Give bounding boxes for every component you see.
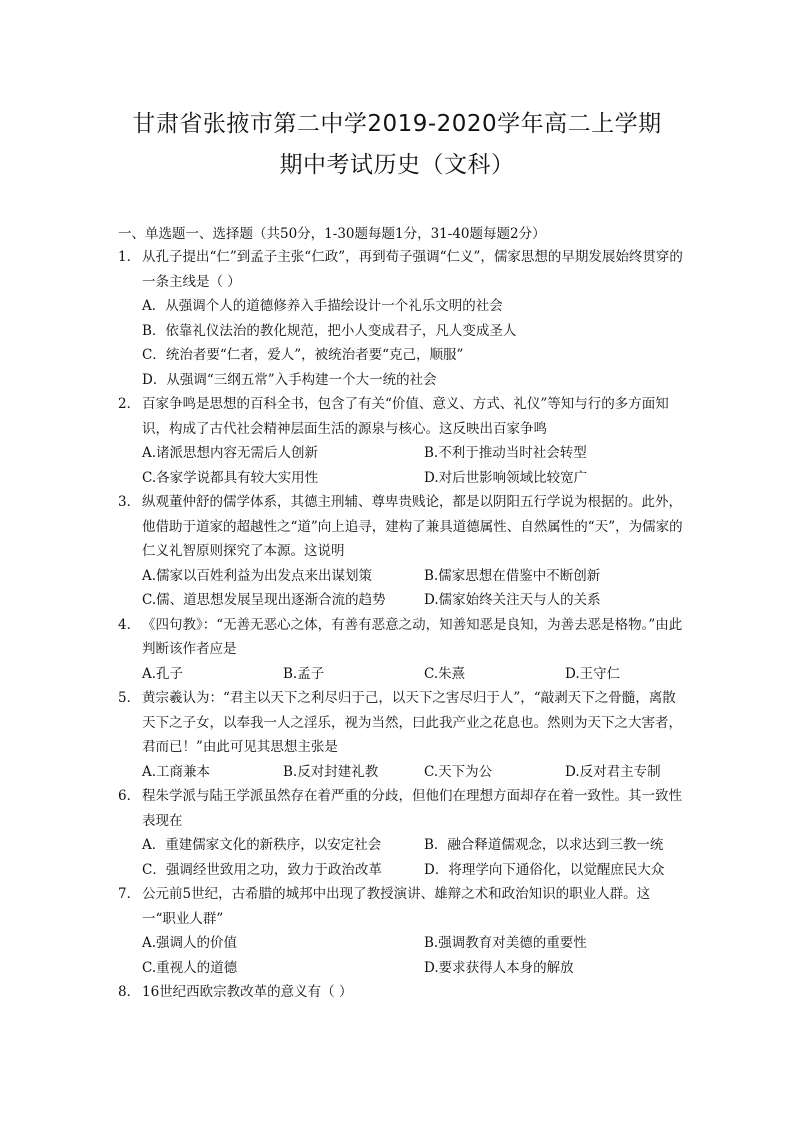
question-text: 纵观董仲舒的儒学体系，其德主刑辅、尊卑贵贱论，都是以阴阳五行学说为根据的。此外，他借助于道家的超越性之“道”向上追寻，建构了兼具道德属性、自然属性的“天”，为儒家的仁义礼智原则探究了本源。这说明 <box>142 494 683 559</box>
question-4 <box>118 613 683 687</box>
option-a: A.工商兼本 <box>142 763 211 780</box>
option-c: C.朱熹 <box>424 665 466 682</box>
question-5 <box>118 686 683 784</box>
option-row <box>118 564 683 589</box>
option-row <box>118 588 683 613</box>
option-row <box>118 931 683 956</box>
question-stem <box>118 980 683 1005</box>
option-row <box>118 662 683 687</box>
option-a: A.儒家以百姓利益为出发点来出谋划策 <box>142 567 373 584</box>
option-b: B.不利于推动当时社会转型 <box>424 445 587 461</box>
question-stem <box>118 882 683 931</box>
question-number: 7． <box>118 886 141 902</box>
option-c: C.儒、道思想发展呈现出逐渐合流的趋势 <box>142 592 386 608</box>
question-number: 2． <box>118 396 141 412</box>
option-a: A．从强调个人的道德修养入手描绘设计一个礼乐文明的社会 <box>142 298 503 314</box>
question-stem <box>118 613 683 662</box>
question-text: 16世纪西欧宗教改革的意义有（ ） <box>142 984 353 1000</box>
option-d: D．将理学向下通俗化，以觉醒庶民大众 <box>424 861 665 878</box>
question-number: 1． <box>118 249 141 265</box>
option-c: C.各家学说都具有较大实用性 <box>142 469 319 486</box>
question-stem <box>118 784 683 833</box>
option-a: A.孔子 <box>142 665 184 682</box>
question-number: 4． <box>118 616 141 633</box>
question-2 <box>118 392 683 490</box>
option-b: B.孟子 <box>283 665 325 682</box>
option-row <box>118 833 683 858</box>
question-stem <box>118 392 683 441</box>
option-c: C.天下为公 <box>424 763 493 780</box>
option-c: C．统治者要“仁者，爱人”，被统治者要“克己，顺服” <box>142 347 464 363</box>
option-d: D.儒家始终关注天与人的关系 <box>424 592 601 608</box>
question-6 <box>118 784 683 882</box>
question-8 <box>118 980 683 1005</box>
option-row <box>118 441 683 466</box>
option-b: B．依靠礼仪法治的教化规范，把小人变成君子，凡人变成圣人 <box>142 322 517 339</box>
exam-body <box>118 223 683 1005</box>
question-number: 6． <box>118 788 141 804</box>
option-a: A.强调人的价值 <box>142 935 238 951</box>
question-stem <box>118 490 683 564</box>
option-row <box>118 858 683 883</box>
option-c: C.重视人的道德 <box>142 959 238 976</box>
question-stem <box>118 686 683 760</box>
question-number: 3． <box>118 494 141 510</box>
section-header: 一、单选题一、选择题（共50分，1-30题每题1分，31-40题每题2分） <box>118 226 546 242</box>
question-text: 从孔子提出“仁”到孟子主张“仁政”，再到荀子强调“仁义”，儒家思想的早期发展始终贯穿的一条主线是（ ） <box>142 249 683 290</box>
question-text: 百家争鸣是思想的百科全书，包含了有关“价值、意义、方式、礼仪”等知与行的多方面知识，构成了古代社会精神层面生活的源泉与核心。这反映出百家争鸣 <box>142 396 669 437</box>
question-text: 公元前5世纪，古希腊的城邦中出现了教授演讲、雄辩之术和政治知识的职业人群。这一“职业人群” <box>142 886 651 927</box>
question-number: 5． <box>118 690 141 706</box>
option-a: A.诸派思想内容无需后人创新 <box>142 445 319 461</box>
question-text: 程朱学派与陆王学派虽然存在着严重的分歧，但他们在理想方面却存在着一致性。其一致性表现在 <box>142 788 682 829</box>
option-d: D.对后世影响领域比较宽广 <box>424 469 588 486</box>
question-number: 8． <box>118 984 141 1000</box>
option-c: C．强调经世致用之功，致力于政治改革 <box>142 861 382 878</box>
option-b: B.反对封建礼教 <box>283 763 379 780</box>
option-d: D.王守仁 <box>565 665 621 682</box>
option-d: D．从强调“三纲五常”入手构建一个大一统的社会 <box>142 371 437 388</box>
title-line-1: 甘肃省张掖市第二中学2019-2020学年高二上学期 <box>132 111 662 137</box>
question-text: 《四句教》：“无善无恶心之体，有善有恶意之动，知善知恶是良知，为善去恶是格物。”由此判断该作者应是 <box>142 616 683 657</box>
question-7 <box>118 882 683 980</box>
title-line-2: 期中考试历史（文科） <box>279 152 515 178</box>
option-row <box>118 956 683 981</box>
option-b: B.儒家思想在借鉴中不断创新 <box>424 567 601 584</box>
question-text: 黄宗羲认为：“君主以天下之利尽归于己，以天下之害尽归于人”，“敲剥天下之骨髓，离散天下之子女，以奉我一人之淫乐，视为当然，曰此我产业之花息也。然则为天下之大害者，君而已！”由此可见其思想主张是 <box>142 690 682 755</box>
option-d: D.要求获得人本身的解放 <box>424 959 574 976</box>
option-b: B．融合释道儒观念，以求达到三教一统 <box>424 837 664 853</box>
option-row <box>118 760 683 785</box>
option-b: B.强调教育对美德的重要性 <box>424 935 587 951</box>
question-3 <box>118 490 683 613</box>
option-row <box>118 466 683 491</box>
option-d: D.反对君主专制 <box>565 763 661 780</box>
option-a: A．重建儒家文化的新秩序，以安定社会 <box>142 837 382 853</box>
question-stem <box>118 245 683 294</box>
question-1 <box>118 245 683 392</box>
